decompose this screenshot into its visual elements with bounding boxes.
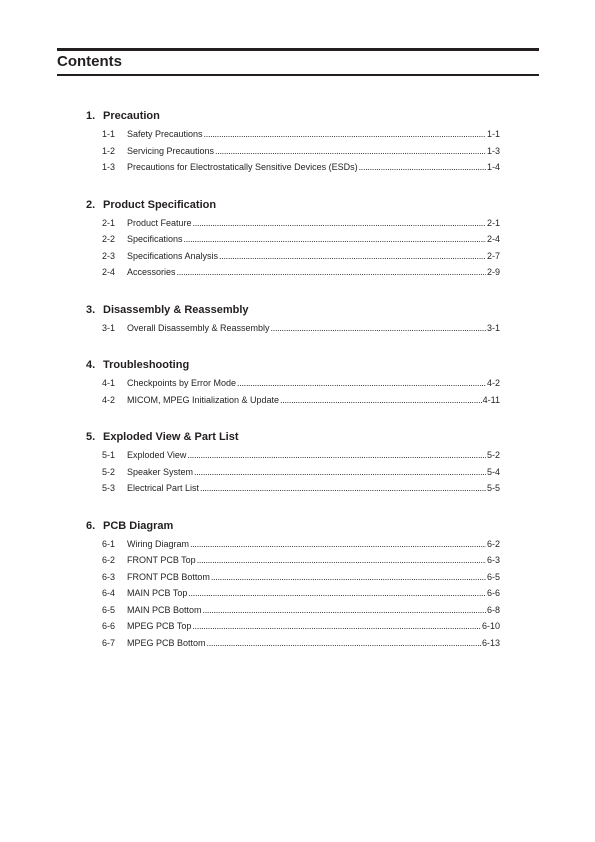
toc-section — [86, 195, 500, 281]
section-number: 5. — [86, 431, 96, 443]
toc-entry[interactable] — [102, 264, 500, 281]
dot-leader — [197, 552, 486, 569]
dot-leader — [193, 215, 486, 232]
dot-leader — [237, 375, 486, 392]
entry-title: MAIN PCB Top — [127, 588, 188, 598]
entry-page-number: 6-2 — [486, 538, 500, 549]
dot-leader — [280, 392, 482, 409]
dot-leader — [207, 635, 481, 652]
entry-page-number: 4-2 — [486, 378, 500, 388]
toc-entry[interactable] — [102, 231, 500, 248]
entry-title: Exploded View — [127, 450, 187, 460]
toc-entry[interactable] — [102, 447, 500, 464]
toc-entry[interactable] — [102, 618, 500, 635]
entry-page-number: 6-3 — [486, 555, 500, 565]
section-title: Product Specification — [103, 198, 217, 211]
section-entries — [102, 536, 500, 652]
dot-leader — [215, 143, 486, 160]
entry-page-number: 2-1 — [486, 217, 500, 228]
dot-leader — [200, 480, 486, 497]
toc-entry[interactable] — [102, 536, 500, 553]
toc-entry[interactable] — [102, 585, 500, 602]
entry-number: 1-1 — [102, 129, 116, 139]
entry-title: FRONT PCB Bottom — [127, 571, 210, 582]
section-entries — [102, 126, 500, 176]
dot-leader — [194, 464, 486, 481]
section-title: Disassembly & Reassembly — [103, 303, 249, 316]
dot-leader — [203, 602, 486, 619]
entry-page-number: 6-10 — [481, 621, 500, 631]
toc-entry[interactable] — [102, 375, 500, 392]
entry-number: 2-3 — [102, 250, 116, 261]
dot-leader — [190, 536, 486, 553]
section-number: 2. — [86, 198, 96, 211]
entry-page-number: 6-8 — [486, 604, 500, 615]
entry-page-number: 4-11 — [482, 394, 500, 405]
section-heading[interactable] — [86, 195, 500, 215]
dot-leader — [184, 231, 486, 248]
entry-title: Electrical Part List — [127, 483, 200, 493]
entry-title: Specifications — [127, 234, 183, 244]
toc-entry[interactable] — [102, 320, 500, 337]
entry-title: Checkpoints by Error Mode — [127, 378, 237, 388]
toc-section — [86, 355, 500, 408]
entry-number: 6-3 — [102, 571, 116, 582]
toc-entry[interactable] — [102, 602, 500, 619]
dot-leader — [219, 248, 486, 265]
section-entries — [102, 320, 500, 337]
entry-title: Accessories — [127, 267, 176, 277]
section-heading[interactable] — [86, 427, 500, 447]
entry-page-number: 6-5 — [486, 571, 500, 582]
toc-entry[interactable] — [102, 569, 500, 586]
entry-page-number: 3-1 — [486, 322, 500, 333]
dot-leader — [187, 447, 486, 464]
toc-entry[interactable] — [102, 552, 500, 569]
section-heading[interactable] — [86, 106, 500, 126]
toc-entry[interactable] — [102, 248, 500, 265]
section-heading[interactable] — [86, 355, 500, 375]
entry-page-number: 2-7 — [486, 250, 500, 261]
entry-page-number: 2-4 — [486, 234, 500, 244]
dot-leader — [271, 320, 486, 337]
dot-leader — [211, 569, 486, 586]
section-title: Exploded View & Part List — [103, 431, 239, 443]
header-bottom-rule — [57, 74, 539, 76]
dot-leader — [177, 264, 486, 281]
entry-number: 4-2 — [102, 394, 116, 405]
entry-number: 5-1 — [102, 450, 116, 460]
section-title: Troubleshooting — [103, 359, 190, 371]
entry-number: 1-3 — [102, 162, 116, 172]
section-entries — [102, 215, 500, 281]
section-heading[interactable] — [86, 516, 500, 536]
section-number: 3. — [86, 303, 96, 316]
entry-title: MICOM, MPEG Initialization & Update — [127, 394, 280, 405]
entry-page-number: 1-1 — [486, 129, 500, 139]
toc-entry[interactable] — [102, 635, 500, 652]
entry-page-number: 1-4 — [486, 162, 500, 172]
entry-title: Safety Precautions — [127, 129, 203, 139]
section-number: 1. — [86, 110, 96, 122]
entry-title: MPEG PCB Top — [127, 621, 192, 631]
table-of-contents — [86, 106, 500, 670]
dot-leader — [192, 618, 481, 635]
entry-title: MPEG PCB Bottom — [127, 637, 206, 648]
entry-number: 6-6 — [102, 621, 116, 631]
entry-number: 2-2 — [102, 234, 116, 244]
dot-leader — [204, 126, 486, 143]
section-number: 6. — [86, 519, 96, 532]
page-title: Contents — [57, 53, 122, 70]
dot-leader — [188, 585, 486, 602]
section-heading[interactable] — [86, 300, 500, 320]
toc-entry[interactable] — [102, 392, 500, 409]
entry-number: 6-4 — [102, 588, 116, 598]
entry-number: 2-1 — [102, 217, 116, 228]
entry-title: Specifications Analysis — [127, 250, 219, 261]
toc-section — [86, 427, 500, 497]
toc-entry[interactable] — [102, 215, 500, 232]
entry-number: 1-2 — [102, 145, 116, 156]
entry-number: 6-2 — [102, 555, 116, 565]
entry-title: Overall Disassembly & Reassembly — [127, 322, 270, 333]
toc-section — [86, 516, 500, 652]
toc-entry[interactable] — [102, 480, 500, 497]
section-title: PCB Diagram — [103, 519, 174, 532]
entry-page-number: 5-4 — [486, 466, 500, 477]
section-number: 4. — [86, 359, 96, 371]
entry-page-number: 1-3 — [486, 145, 500, 156]
entry-title: Wiring Diagram — [127, 538, 190, 549]
section-entries — [102, 447, 500, 497]
entry-page-number: 6-13 — [481, 637, 500, 648]
toc-entry[interactable] — [102, 159, 500, 176]
entry-number: 6-5 — [102, 604, 116, 615]
entry-number: 5-3 — [102, 483, 116, 493]
toc-section — [86, 106, 500, 176]
entry-number: 4-1 — [102, 378, 116, 388]
toc-entry[interactable] — [102, 126, 500, 143]
dot-leader — [359, 159, 486, 176]
entry-number: 6-1 — [102, 538, 116, 549]
header-top-rule — [57, 48, 539, 51]
entry-page-number: 2-9 — [486, 267, 500, 277]
toc-entry[interactable] — [102, 464, 500, 481]
section-title: Precaution — [103, 110, 160, 122]
entry-title: Product Feature — [127, 217, 192, 228]
entry-title: Precautions for Electrostatically Sensitive Devices (ESDs) — [127, 162, 358, 172]
entry-page-number: 5-2 — [486, 450, 500, 460]
entry-page-number: 5-5 — [486, 483, 500, 493]
entry-number: 6-7 — [102, 637, 116, 648]
toc-section — [86, 300, 500, 337]
entry-title: Servicing Precautions — [127, 145, 215, 156]
entry-number: 3-1 — [102, 322, 116, 333]
entry-title: FRONT PCB Top — [127, 555, 196, 565]
entry-number: 2-4 — [102, 267, 116, 277]
entry-title: MAIN PCB Bottom — [127, 604, 202, 615]
toc-entry[interactable] — [102, 143, 500, 160]
section-entries — [102, 375, 500, 408]
entry-title: Speaker System — [127, 466, 194, 477]
entry-page-number: 6-6 — [486, 588, 500, 598]
entry-number: 5-2 — [102, 466, 116, 477]
